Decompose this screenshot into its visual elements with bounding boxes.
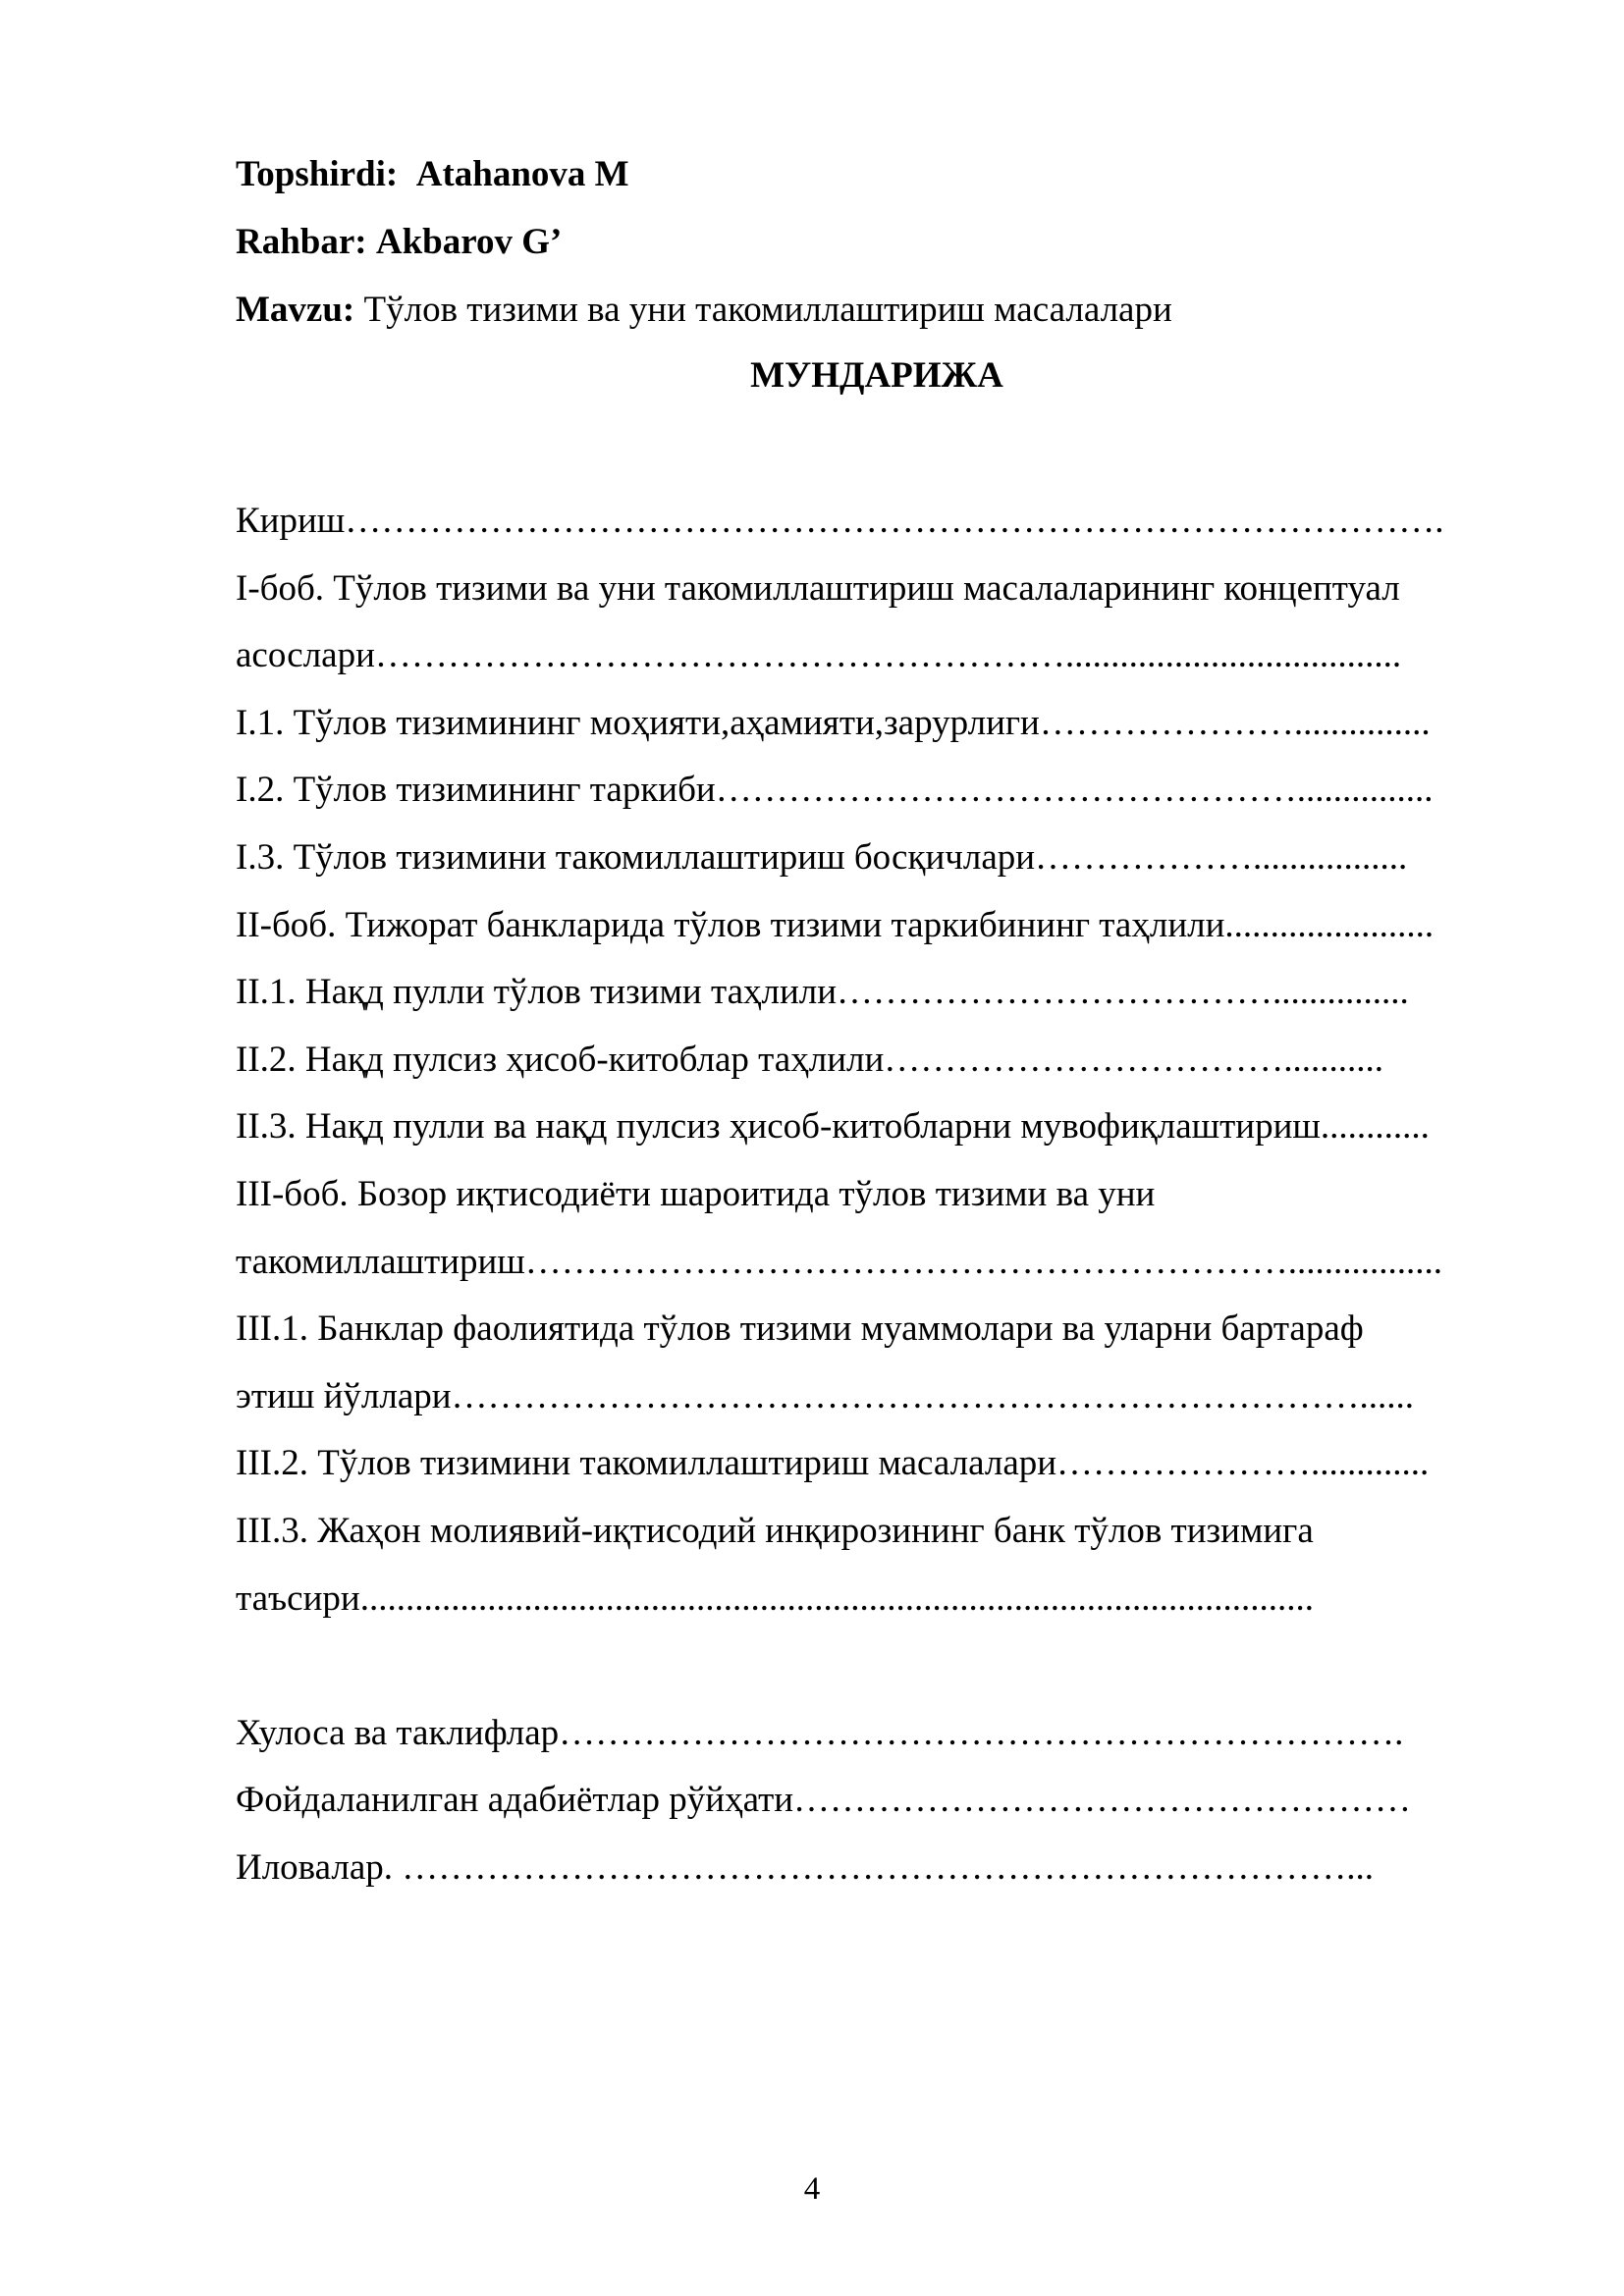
toc-entry: таъсири......................................................................................................... (236, 1577, 1314, 1619)
table-of-contents (236, 488, 1532, 1901)
toc-entry: I.3. Тўлов тизимини такомиллаштириш босқичлари………………................. (236, 836, 1408, 878)
supervisor-label: Rahbar: (236, 222, 367, 262)
submitted-by-value: Atahanova M (415, 154, 629, 194)
toc-entry: I-боб. Тўлов тизими ва уни такомиллаштириш масалаларининг концептуал (236, 567, 1400, 609)
toc-entry: Иловалар. ……………………………………………………………………... (236, 1846, 1375, 1888)
submitted-by-line (236, 153, 629, 195)
toc-entry: II-боб. Тижорат банкларида тўлов тизими таркибининг таҳлили....................... (236, 904, 1435, 945)
toc-spacer (236, 1632, 1532, 1700)
page-number: 4 (803, 2171, 821, 2207)
toc-entry: III.1. Банклар фаолиятида тўлов тизими муаммолари ва уларни бартараф (236, 1308, 1364, 1350)
toc-entry: II.3. Нақд пулли ва нақд пулсиз ҳисоб-китобларни мувофиқлаштириш............ (236, 1106, 1430, 1148)
toc-entry: III.3. Жаҳон молиявий-иқтисодий инқирозининг банк тўлов тизимига (236, 1510, 1314, 1551)
toc-entry: асослари…………………………………………………..................................... (236, 635, 1402, 676)
topic-value: Тўлов тизими ва уни такомиллаштириш масалалари (363, 290, 1172, 330)
toc-entry: Хулоса ва таклифлар……………………………………………………………. (236, 1712, 1404, 1753)
toc-entry: II.1. Нақд пулли тўлов тизими таҳлили………………………………............... (236, 972, 1409, 1013)
supervisor-value: Akbarov G’ (375, 222, 563, 262)
toc-entry: III.2. Тўлов тизимини такомиллаштириш масалалари…………………............. (236, 1443, 1430, 1484)
topic-label: Mavzu: (236, 290, 355, 330)
supervisor-line (236, 221, 562, 263)
toc-entry: III-боб. Бозор иқтисодиёти шароитида тўлов тизими ва уни (236, 1173, 1156, 1214)
toc-entry: Фойдаланилган адабиётлар рўйҳати…………………………………………… (236, 1780, 1412, 1821)
submitted-by-label: Topshirdi: (236, 154, 399, 194)
toc-entry: этиш йўллари…………………………………………………………………...... (236, 1375, 1415, 1416)
toc-entry: такомиллаштириш………………………………………………………................. (236, 1241, 1443, 1282)
contents-title: МУНДАРИЖА (750, 355, 1003, 396)
toc-entry: I.1. Тўлов тизимининг моҳияти,аҳамияти,зарурлиги…………………............... (236, 702, 1431, 743)
topic-line (236, 289, 1172, 331)
toc-entry: I.2. Тўлов тизимининг таркиби…………………………………………............... (236, 770, 1434, 811)
toc-entry: II.2. Нақд пулсиз ҳисоб-китоблар таҳлили……………………………........... (236, 1039, 1384, 1080)
toc-entry: Кириш………………………………………………………………………………. (236, 501, 1444, 541)
